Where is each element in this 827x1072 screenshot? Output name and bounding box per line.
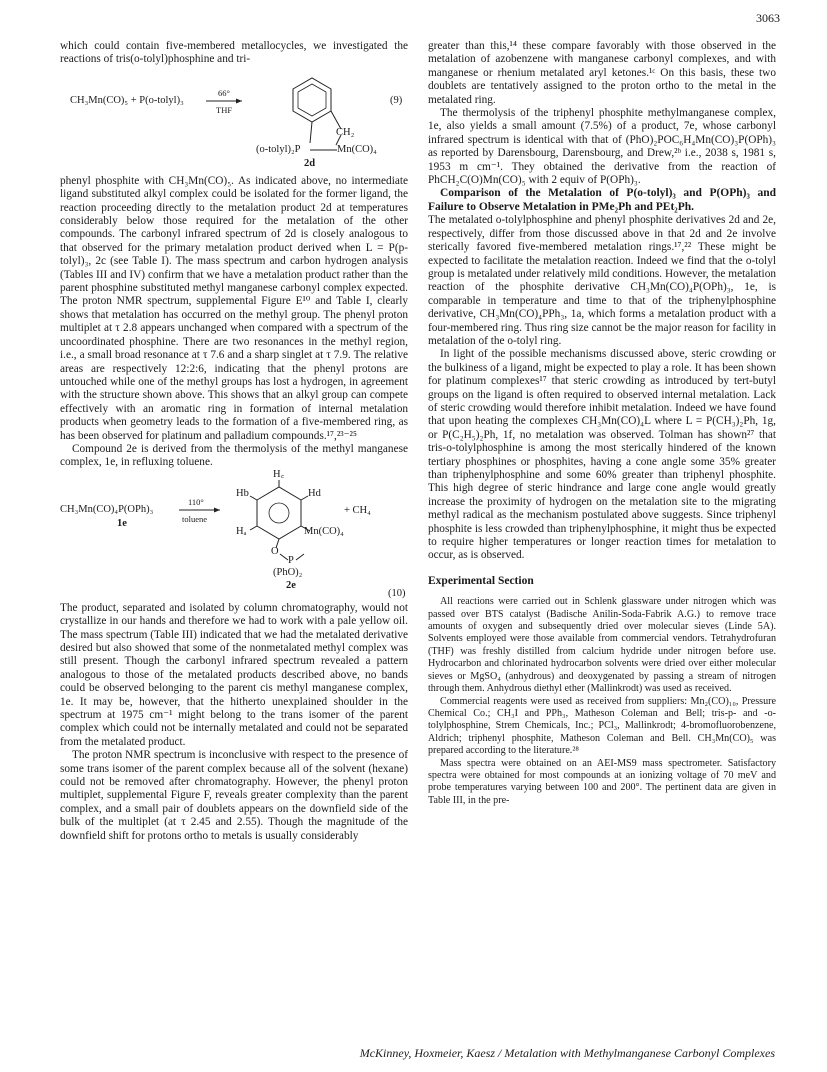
paragraph: phenyl phosphite with CH₃Mn(CO)₅. As indicated above, no intermediate ligand substituted alkyl complex could be isolated for the former ligand, the reaction proceeding directly to the metalation product 2d at temperatures considerably below those required for the metalation of the other compounds. The carbonyl infrared spectrum of 2d is closely analogous to that observed for the primary metalation product derived when L = P(p-tolyl)₃, 2c (see Table I). The mass spectrum and carbon hydrogen analysis (Tables III and IV) confirm that we have a metalation product rather than the parent phosphine substituted methyl manganese carbonyl complex expected. The proton NMR spectrum, supplemental Figure E¹⁰ and Table I, clearly shows that metalation has occurred on the methyl group. The phenyl proton multiplet at τ 2.8 appears unchanged when compared with a spectrum of the uncoordinated phosphine. There are two resonances in the methyl region, i.e., a small broad resonance at τ 7.6 and a sharp singlet at τ 7.9. The relative areas are respectively 12:2:6, indicating that the phenyl protons are untouched while one of the methyl groups has lost a hydrogen, in agreement with the structure shown above. This shows that an alkyl group can compete effectively with an aromatic ring in formation of internal metalation products when geometry leads to the formation of a five-membered ring, as has been observed for platinum and palladium compounds.¹⁷,²³⁻²⁵ — [60, 174, 408, 442]
paragraph: greater than this,¹⁴ these compare favorably with those observed in the metalation of azobenzene with manganese carbonyl complexes, and with manganese or rhenium metalated aryl ketones.¹ᶜ On this basis, these two doublets are tentatively assigned to the proton ortho to the metal in the metalated ring. — [428, 40, 776, 106]
eq10-compound: 2e — [286, 579, 296, 591]
eq10-hd: Hd — [308, 487, 321, 499]
eq9-p-label: (o-tolyl)₂P — [256, 143, 301, 155]
eq9-solvent: THF — [216, 104, 233, 115]
paragraph: Mass spectra were obtained on an AEI-MS9 mass spectrometer. Satisfactory spectra were obtained for most compounds at an ionizing voltage of 70 meV and probe temperatures varying between 100 and 200°. The pertinent data are given in Table III, in the pre- — [428, 757, 776, 806]
eq10-p-label: P — [288, 554, 294, 566]
eq9-temperature: 66° — [218, 87, 230, 98]
eq10-reactant-label: 1e — [117, 517, 127, 529]
paragraph: Commercial reagents were used as received from suppliers: Mn₂(CO)₁₀, Pressure Chemical Co.; CH₃I and PPh₃, Matheson Coleman and Bell; tris-p- and -o-tolylphosphine, Strem Chemicals, Inc.; PCl₃, Mallinkrodt; 4-bromofluorobenzene, Aldrich; triphenyl phosphite, Matheson Coleman and Bell. CH₃Mn(CO)₅ was prepared according to the literature.²⁸ — [428, 695, 776, 757]
page-number: 3063 — [756, 11, 780, 25]
eq9-mn-label: Mn(CO)₄ — [337, 143, 377, 155]
eq10-pho-label: (PhO)₂ — [273, 566, 303, 578]
equation-10-structure — [60, 470, 408, 586]
paragraph: Compound 2e is derived from the thermolysis of the methyl manganese complex, 1e, in refluxing toluene. — [60, 442, 408, 469]
paragraph: which could contain five-membered metallocycles, we investigated the reactions of tris(o-tolyl)phosphine and tri- — [60, 40, 408, 66]
section-heading: Comparison of the Metalation of P(o-tolyl)₃ and P(OPh)₃ and Failure to Observe Metalation in PMe₂Ph and PEt₂Ph. — [428, 187, 776, 213]
eq9-number: (9) — [390, 94, 403, 106]
eq10-solvent: toluene — [182, 513, 208, 524]
eq9-reactants: CH₃Mn(CO)₅ + P(o-tolyl)₃ — [70, 94, 184, 106]
eq10-o-label: O — [271, 545, 279, 557]
eq10-temperature: 110° — [188, 496, 204, 507]
eq10-mn-label: Mn(CO)₄ — [304, 525, 344, 537]
eq10-ha: Hₐ — [236, 525, 247, 537]
paragraph: All reactions were carried out in Schlenk glassware under nitrogen which was passed over BTS catalyst (Badische Anilin-Soda-Fabrik A.G.) to remove trace amounts of oxygen and subsequently dried over molecular sieves (Linde 5A). Solvents employed were those available from commercial vendors. Tetrahydrofuran (THF) was freshly distilled from calcium hydride under nitrogen before use. Hydrocarbon and chlorinated hydrocarbon solvents were dried over either molecular sieves or MgSO₄ (anhydrous) and deoxygenated by passing a stream of nitrogen through them. Anhydrous diethyl ether (Mallinkrodt) was used as received. — [428, 596, 776, 695]
eq10-hb: Hb — [236, 487, 249, 499]
paragraph: In light of the possible mechanisms discussed above, steric crowding or the bulkiness of a ligand, might be expected to play a role. It has been shown for platinum complexes¹⁷ that steric crowding as introduced by tert-butyl groups on the ligand is often required to observed internal metalation. Lack of steric crowding would therefore inhibit metalation. Indeed we have found that upon heating the complexes CH₃Mn(CO)₄L where L = P(CH₃)₂Ph, 1g, or P(C₂H₅)₂Ph, 1f, no metalation was observed. Tolman has shown²⁷ that tris-o-tolylphosphine is among the most sterically hindered of the known tertiary phosphines or phosphites, having a cone angle some 35% greater than triphenylphosphine and some 60% greater than triphenyl phosphite. This high degree of steric hindrance and large cone angle would greatly increase the proximity of hydrogen on the metalation site to the migrating methyl radical as the mechanism postulated above suggests. Since triphenyl phosphite is less crowded than triphenylphosphine, it might thus be expected to require higher temperatures or longer reaction times for metalation to occur, as is observed. — [428, 348, 776, 562]
eq10-hc: H꜀ — [273, 468, 285, 480]
left-column — [60, 40, 408, 843]
eq9-compound: 2d — [304, 157, 316, 169]
eq10-reactant: CH₃Mn(CO)₄P(OPh)₃ — [60, 503, 154, 515]
paragraph: The metalated o-tolylphosphine and phenyl phosphite derivatives 2d and 2e, respectively, differ from those discussed above in that 2d and 2e involve sterically favored five-membered metalation rings.¹⁷,²² These might be expected to facilitate the metalation reaction. Indeed we find that the o-tolyl group is metalated under relatively mild conditions. However, the metalation reaction of the phosphite derivative CH₃Mn(CO)₄P(OPh)₃, 1e, is comparable in temperature and time to that of the triphenylphosphine derivative, CH₃Mn(CO)₄PPh₃, 1a, which forms a metalation product with a four-membered ring. Thus ring size cannot be the major reason for facility in metalation of the o-tolyl ring. — [428, 214, 776, 347]
eq9-ch2: CH₂ — [336, 126, 355, 138]
eq10-number: (10) — [388, 587, 406, 599]
eq10-byproduct: + CH₄ — [344, 504, 371, 516]
paragraph: The product, separated and isolated by column chromatography, would not crystallize in our hands and therefore we had to work with a pale yellow oil. The mass spectrum (Table III) indicated that we had the metalated derivative desired but also showed that some of the nonmetalated methyl complex was still present. Though the carbonyl infrared spectrum revealed a pattern analogous to those of the metalated products described above, no bands could be observed belonging to the parent cis methyl manganese complex, 1e. It may be, however, that the hitherto unexplained shoulder in the spectrum at 1975 cm⁻¹ might belong to the trans isomer of the parent complex which could not be internally metalated and could not be separated from the metalated product. — [60, 601, 408, 748]
equation-9 — [60, 67, 408, 169]
paragraph: The proton NMR spectrum is inconclusive with respect to the presence of some trans isomer of the parent complex because all of the solvent (hexane) could not be removed after chromatography. However, the phenyl proton multiplet, supplemental Figure F, reveals greater complexity than the parent complex, and a small pair of doublets appears on the downfield side of the bulk of the multiplet (at τ 2.45 and 2.55). Though the magnitude of the downfield shift for protons ortho to metals is usually considerably — [60, 749, 408, 842]
paragraph: The thermolysis of the triphenyl phosphite methylmanganese complex, 1e, also yields a small amount (7.5%) of a product, 7e, whose carbonyl infrared spectrum is identical with that of (PhO)₂POC₆H₄Mn(CO)₃P(OPh)₃ as reported by Darensbourg, Darensbourg, and Drew,²ᵇ i.e., 2038 s, 1981 s, 1953 m cm⁻¹. They obtained the derivative from the reaction of PhCH₂C(O)Mn(CO)₅ with 2 equiv of P(OPh)₃. — [428, 107, 776, 187]
equation-10 — [60, 468, 408, 599]
section-heading: Experimental Section — [428, 574, 534, 587]
right-column — [428, 40, 776, 807]
running-footer: McKinney, Hoxmeier, Kaesz / Metalation with Methylmanganese Carbonyl Complexes — [359, 1046, 775, 1060]
